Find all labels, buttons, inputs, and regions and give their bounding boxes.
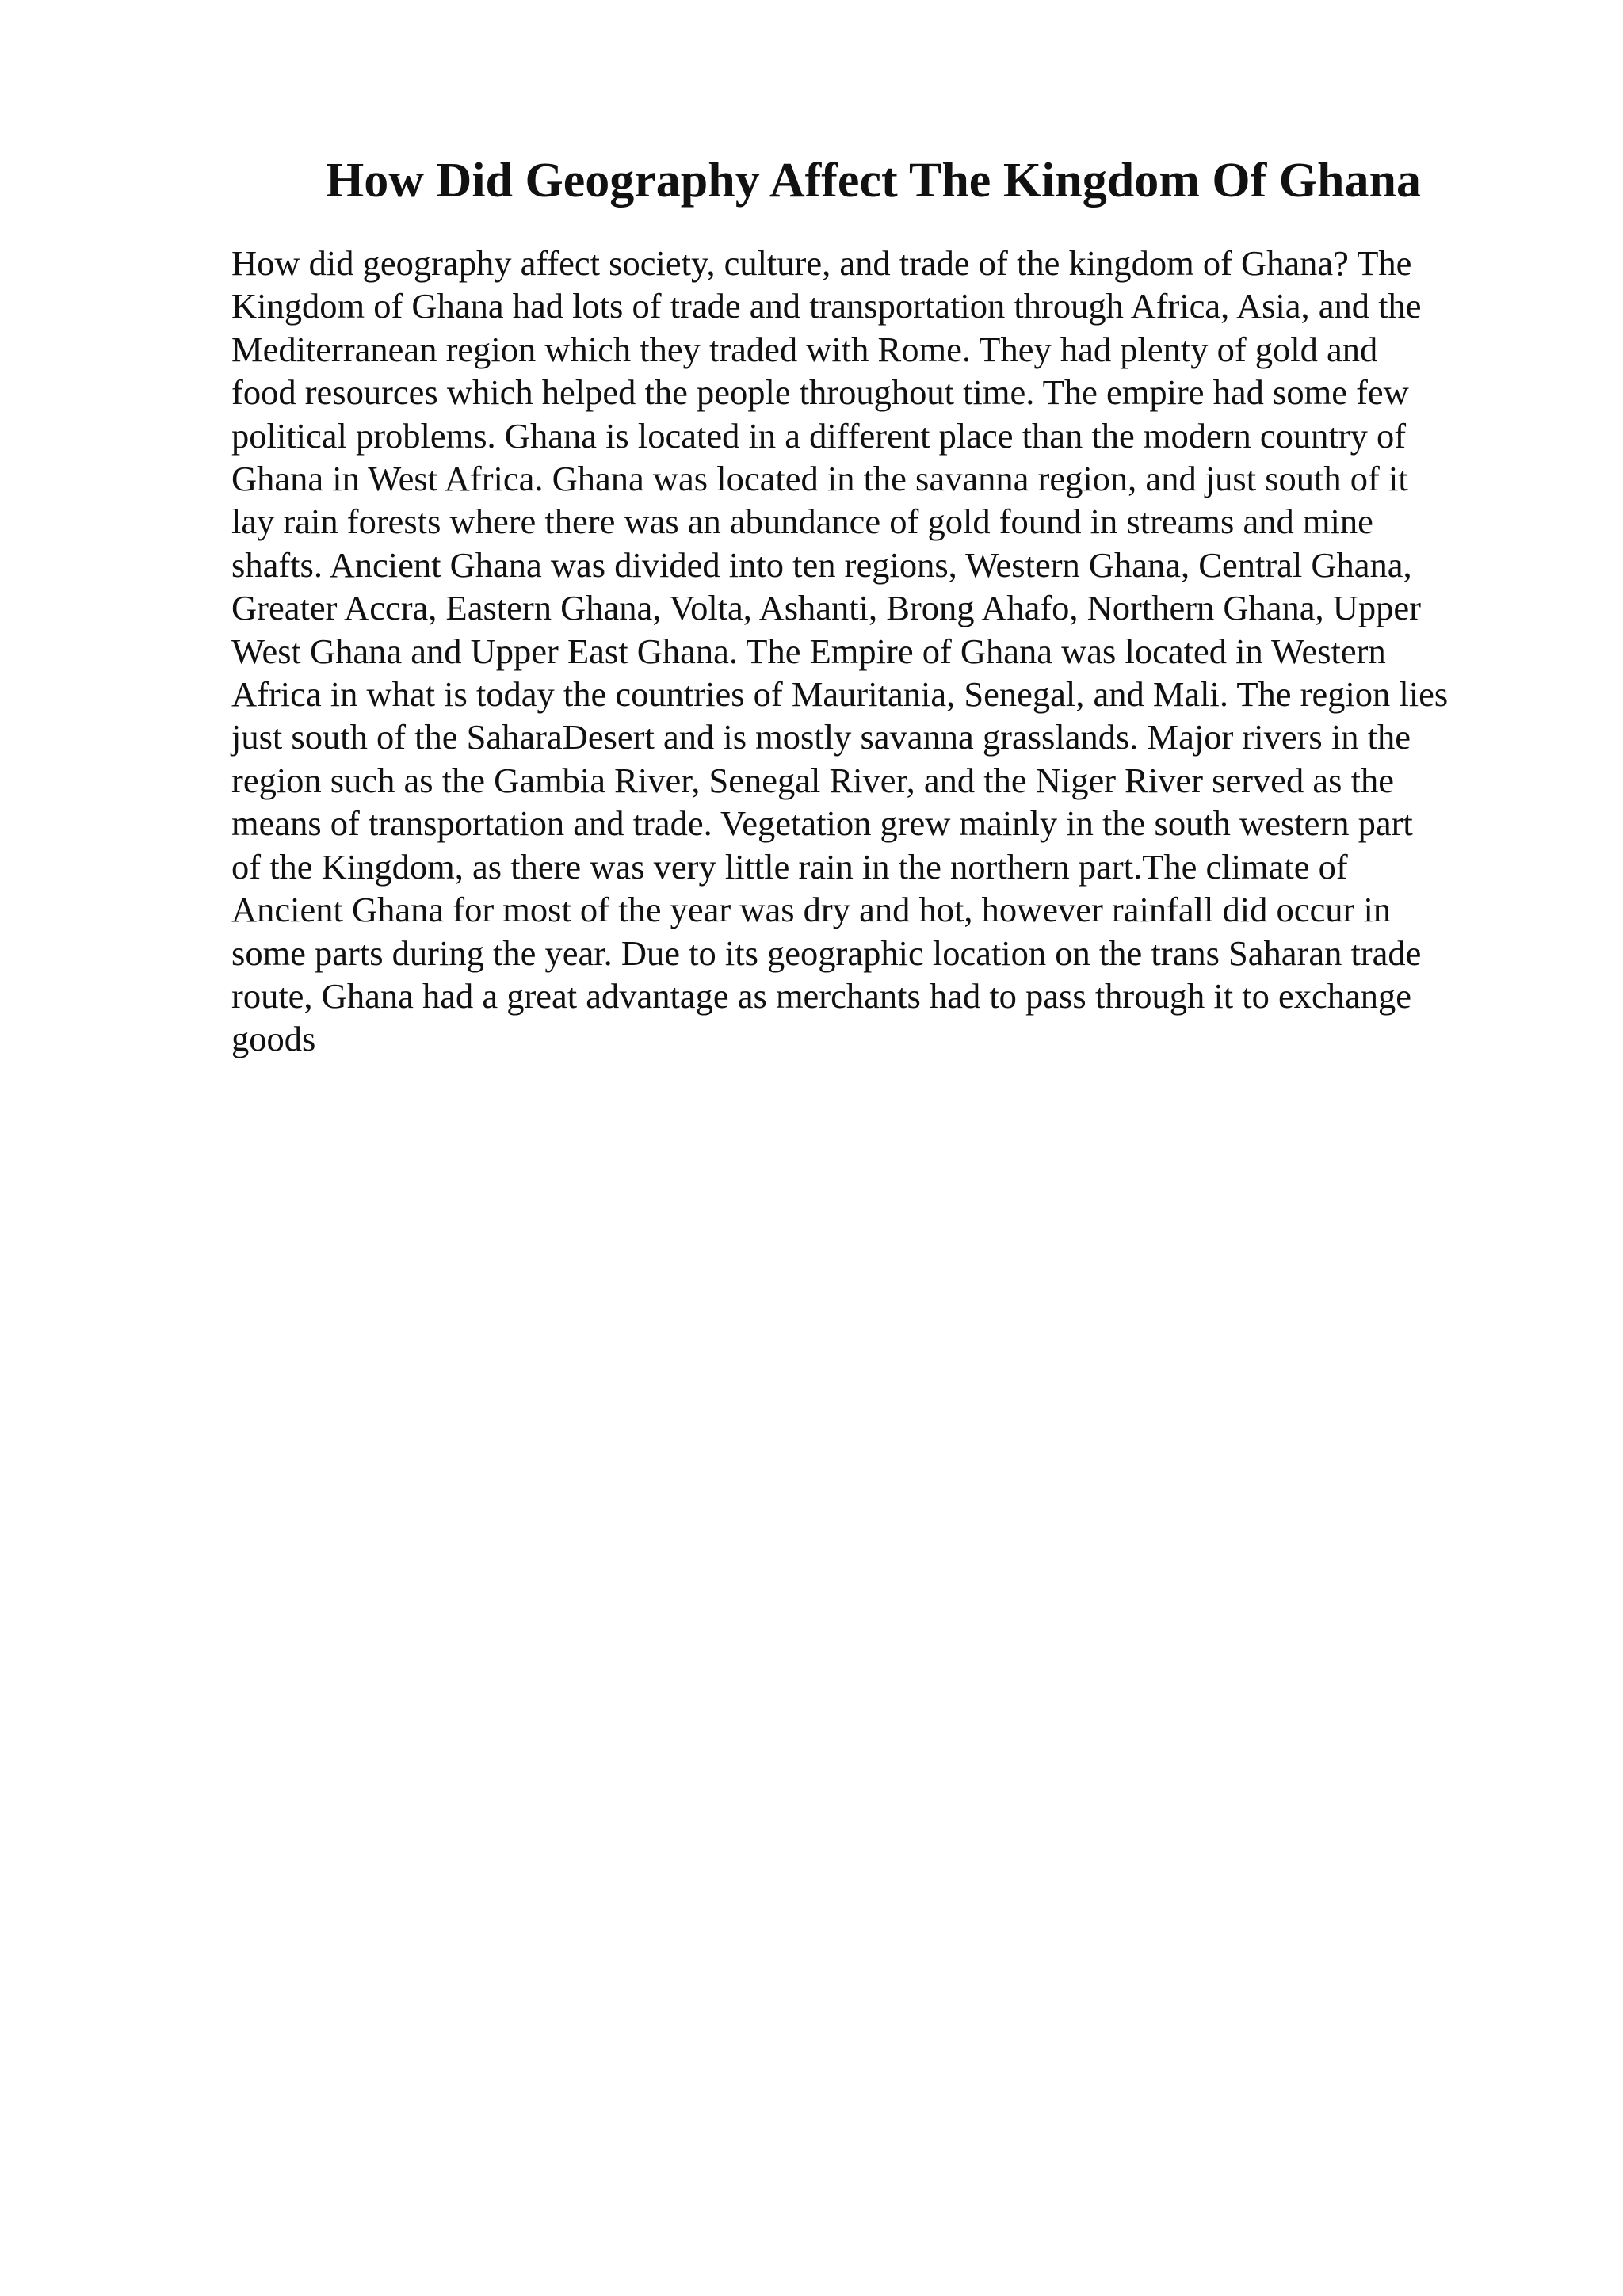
body-line: goods <box>231 1019 316 1059</box>
body-line: Kingdom of Ghana had lots of trade and transportation through Africa, Asia, and the <box>231 286 1422 326</box>
body-line: route, Ghana had a great advantage as merchants had to pass through it to exchange <box>231 975 1411 1016</box>
body-line: political problems. Ghana is located in a different place than the modern country of <box>231 415 1407 456</box>
body-line: Greater Accra, Eastern Ghana, Volta, Ashanti, Brong Ahafo, Northern Ghana, Upper <box>231 588 1422 628</box>
body-line: food resources which helped the people throughout time. The empire had some few <box>231 372 1409 413</box>
body-line: lay rain forests where there was an abundance of gold found in streams and mine <box>231 502 1373 542</box>
body-line: of the Kingdom, as there was very little rain in the northern part.The climate of <box>231 846 1348 887</box>
body-line: region such as the Gambia River, Senegal River, and the Niger River served as the <box>231 760 1394 800</box>
body-line: Ancient Ghana for most of the year was dry and hot, however rainfall did occur in <box>231 890 1392 930</box>
body-line: some parts during the year. Due to its geographic location on the trans Saharan trade <box>231 933 1422 973</box>
body-line: means of transportation and trade. Vegetation grew mainly in the south western part <box>231 803 1413 844</box>
document-title: How Did Geography Affect The Kingdom Of Ghana <box>326 154 1421 208</box>
body-line: just south of the SaharaDesert and is mostly savanna grasslands. Major rivers in the <box>231 717 1411 757</box>
document-body <box>231 242 1515 1061</box>
body-line: Mediterranean region which they traded with Rome. They had plenty of gold and <box>231 329 1378 369</box>
body-line: Africa in what is today the countries of Mauritania, Senegal, and Mali. The region lies <box>231 674 1449 715</box>
body-line: How did geography affect society, culture, and trade of the kingdom of Ghana? The <box>231 243 1412 283</box>
body-line: Ghana in West Africa. Ghana was located in the savanna region, and just south of it <box>231 459 1408 499</box>
body-line: shafts. Ancient Ghana was divided into ten regions, Western Ghana, Central Ghana, <box>231 544 1412 585</box>
body-line: West Ghana and Upper East Ghana. The Empire of Ghana was located in Western <box>231 631 1386 671</box>
